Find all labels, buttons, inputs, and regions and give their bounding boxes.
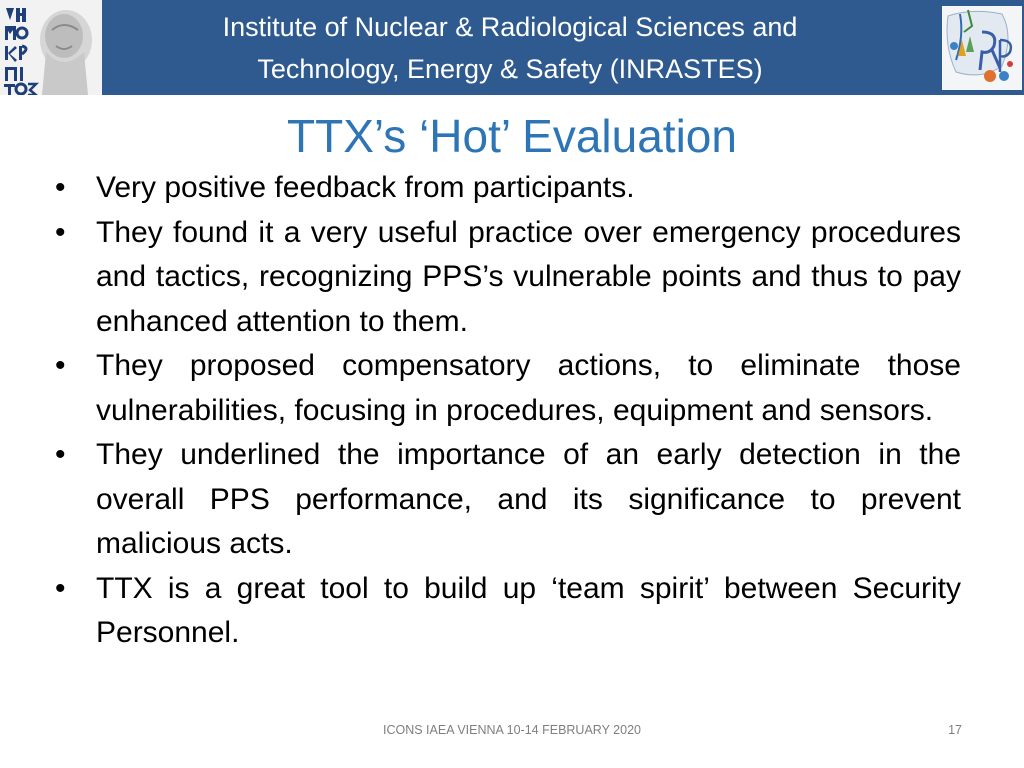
rp-logo [942,6,1022,90]
institute-title-line1: Institute of Nuclear & Radiological Sciences and [222,12,798,42]
bullet-text: They found it a very useful practice over emergency procedures and tactics, recognizing PPS’s vulnerable points and thus to pay enhanced attention to them. [96,215,961,338]
bullet-item [55,433,961,567]
institute-title-line2: Technology, Energy & Safety (INRASTES) [257,54,763,84]
header-band [0,0,1024,95]
bullet-item [55,211,961,345]
bullet-list [55,166,961,656]
bullet-dot: • [55,349,66,382]
slide-title: TTX’s ‘Hot’ Evaluation [287,110,737,162]
institute-title [180,6,840,90]
bullet-text: Very positive feedback from participants. [96,171,635,204]
bullet-text: They underlined the importance of an early detection in the overall PPS performance, and its significance to prevent malicious acts. [96,438,961,560]
page-number: 17 [948,723,962,737]
bullet-item [55,344,961,433]
bullet-dot: • [55,438,66,471]
footer-event: ICONS IAEA VIENNA 10-14 FEBRUARY 2020 [383,723,641,737]
bullet-text: TTX is a great tool to build up ‘team spirit’ between Security Personnel. [96,571,961,649]
bullet-item [55,567,961,656]
bullet-dot: • [55,215,66,249]
rp-logo-art [942,6,1022,90]
bullet-text: They proposed compensatory actions, to eliminate those vulnerabilities, focusing in procedures, equipment and sensors. [96,349,961,427]
bullet-dot: • [55,171,66,204]
demokritos-logo-art [0,0,102,95]
demokritos-logo [0,0,102,95]
bullet-item [55,166,961,211]
bullet-dot: • [55,571,66,605]
